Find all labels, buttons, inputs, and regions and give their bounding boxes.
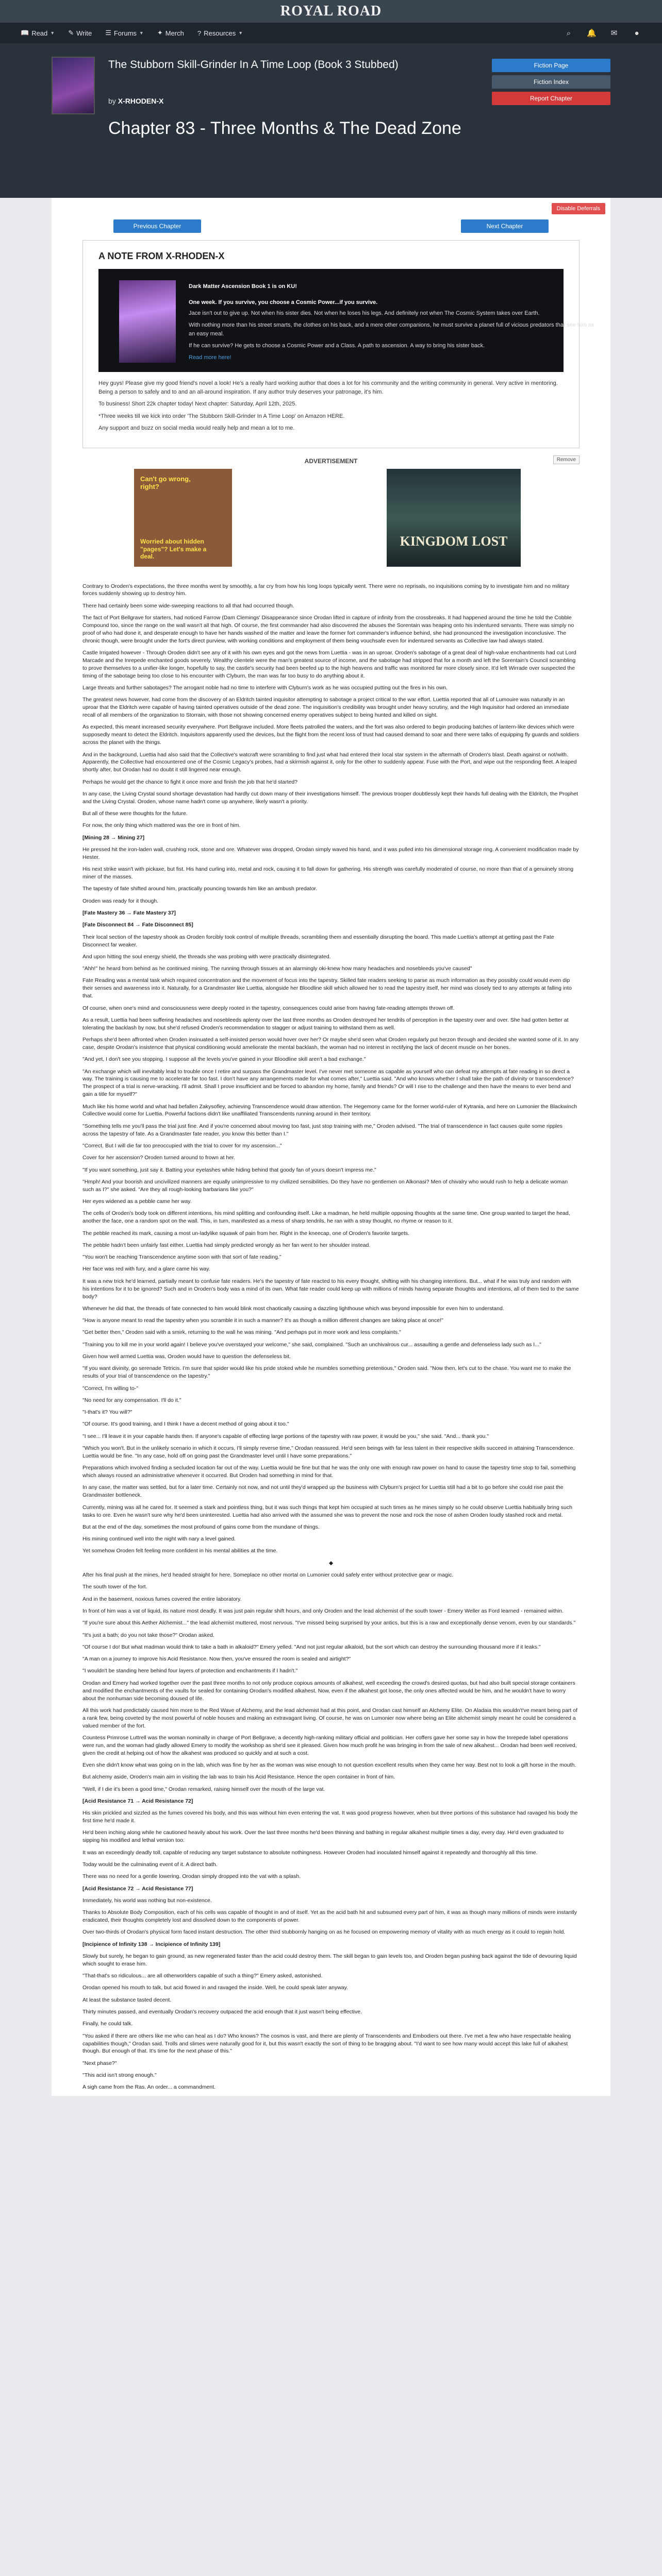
chevron-down-icon: ▼ [50, 30, 55, 36]
chevron-down-icon: ▼ [238, 30, 243, 36]
book-icon: 📖 [21, 29, 29, 37]
author-byline: by X-RHODEN-X [108, 97, 164, 105]
nav-merch[interactable]: ✦ Merch [157, 29, 184, 37]
avatar[interactable]: ● [634, 28, 639, 38]
search-icon[interactable]: ⌕ [566, 28, 571, 38]
forum-icon: ☰ [105, 29, 111, 37]
mail-icon[interactable]: ✉ [610, 29, 618, 38]
fiction-index-button[interactable]: Fiction Index [492, 75, 610, 89]
report-chapter-button[interactable]: Report Chapter [492, 92, 610, 105]
site-logo[interactable]: ROYAL ROAD [280, 3, 382, 19]
help-icon: ? [197, 29, 202, 37]
chapter-header [0, 43, 662, 198]
fiction-page-button[interactable]: Fiction Page [492, 59, 610, 72]
chevron-down-icon: ▼ [139, 30, 144, 36]
nav-read[interactable]: 📖 Read ▼ [21, 29, 55, 37]
nav-resources[interactable]: ? Resources ▼ [197, 29, 243, 37]
shirt-icon: ✦ [157, 29, 163, 37]
pen-icon: ✎ [68, 29, 74, 37]
site-header [0, 0, 662, 23]
main-nav [0, 23, 662, 43]
nav-forums[interactable]: ☰ Forums ▼ [105, 29, 144, 37]
fiction-title[interactable]: The Stubborn Skill-Grinder In A Time Loop (Book 3 Stubbed) [108, 59, 399, 71]
fiction-cover[interactable] [52, 57, 95, 114]
chapter-title: Chapter 83 - Three Months & The Dead Zone [108, 118, 461, 138]
nav-write[interactable]: ✎ Write [68, 29, 92, 37]
bell-icon[interactable]: 🔔 [587, 29, 597, 38]
author-link[interactable]: X-RHODEN-X [118, 97, 164, 105]
